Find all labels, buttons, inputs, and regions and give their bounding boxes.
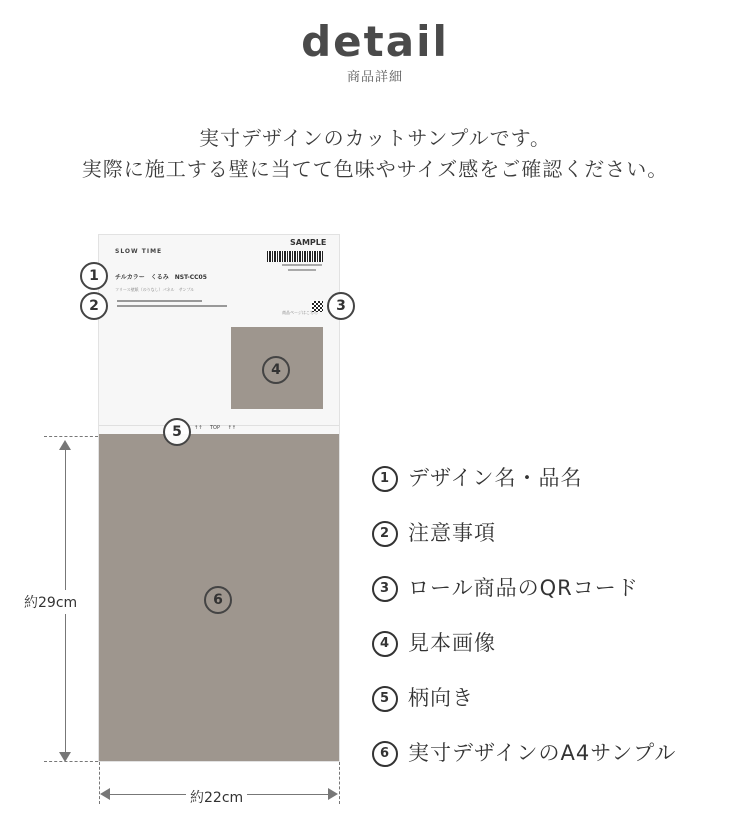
- marker-2: 2: [80, 292, 108, 320]
- width-guide-right: [339, 762, 340, 804]
- legend-label: 見本画像: [408, 631, 496, 655]
- marker-1: 1: [80, 262, 108, 290]
- brand-logo: SLOW TIME: [115, 248, 163, 255]
- legend-item: [372, 572, 639, 602]
- legend-label: 実寸デザインのA4サンプル: [408, 741, 677, 765]
- page-title: detail: [301, 17, 449, 66]
- legend-number: 2: [372, 521, 398, 547]
- arrow-right-icon: [328, 788, 338, 800]
- legend-item: [372, 462, 583, 492]
- page-subtitle: 商品詳細: [346, 70, 403, 85]
- legend-number: 5: [372, 686, 398, 712]
- legend-item: [372, 517, 496, 547]
- legend-label: 注意事項: [408, 521, 496, 545]
- product-name: チルカラー くるみ NST-CC05: [115, 274, 207, 281]
- arrow-up-icon: [59, 440, 71, 450]
- legend-number: 1: [372, 466, 398, 492]
- barcode-icon: [267, 251, 323, 262]
- height-guide-bottom: [44, 761, 98, 762]
- marker-4: 4: [262, 356, 290, 384]
- sample-label: SAMPLE: [290, 238, 327, 247]
- legend-label: 柄向き: [408, 686, 474, 710]
- intro-line-2: 実際に施工する壁に当てて色味やサイズ感をご確認ください。: [81, 157, 669, 181]
- qr-note: 商品ページはこちら: [282, 310, 318, 315]
- legend-item: [372, 627, 496, 657]
- legend-item: [372, 737, 676, 767]
- legend-number: 3: [372, 576, 398, 602]
- product-note: フリース壁紙（のりなし）パネル サンプル: [115, 287, 195, 292]
- height-label: 約29cm: [22, 590, 79, 614]
- top-direction-label: ↑↑ TOP ↑↑: [194, 425, 236, 431]
- caution-text-line: [117, 300, 202, 302]
- barcode-number-line: [282, 264, 322, 266]
- marker-5: 5: [163, 418, 191, 446]
- width-label: 約22cm: [186, 787, 247, 807]
- caution-text-line: [117, 305, 227, 307]
- legend-number: 6: [372, 741, 398, 767]
- barcode-number-line: [288, 269, 316, 271]
- intro-line-1: 実寸デザインのカットサンプルです。: [199, 126, 551, 150]
- height-guide-top: [44, 436, 98, 437]
- legend-label: ロール商品のQRコード: [408, 576, 639, 600]
- legend-item: [372, 682, 474, 712]
- marker-6: 6: [204, 586, 232, 614]
- arrow-left-icon: [100, 788, 110, 800]
- arrow-down-icon: [59, 752, 71, 762]
- legend-label: デザイン名・品名: [408, 466, 583, 490]
- legend-number: 4: [372, 631, 398, 657]
- marker-3: 3: [327, 292, 355, 320]
